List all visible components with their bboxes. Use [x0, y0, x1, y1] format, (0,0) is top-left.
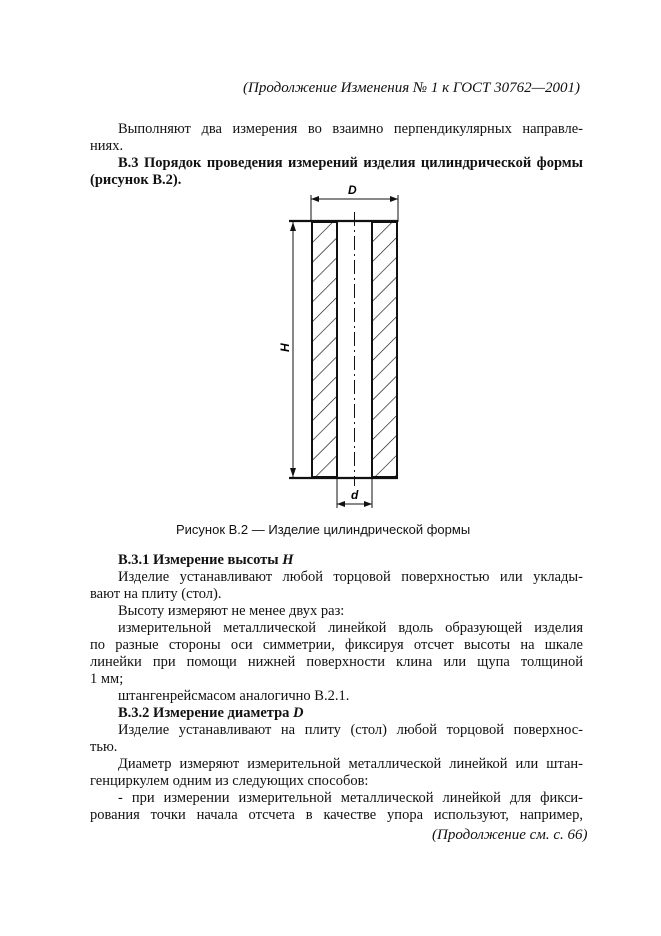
- section-b31-title: Измерение высоты: [153, 552, 279, 568]
- section-b3-heading-cont: (рисунок В.2).: [90, 172, 182, 188]
- page-header: (Продолжение Изменения № 1 к ГОСТ 30762—2001): [243, 80, 580, 96]
- section-b32-number: В.3.2: [118, 705, 150, 721]
- intro-line-1: Выполняют два измерения во взаимно перпендикулярных направле-: [118, 121, 583, 137]
- dimension-d-outer-arrow-left: [311, 196, 319, 202]
- b32-p1-line2: тью.: [90, 739, 118, 755]
- b31-p2: Высоту измеряют не менее двух раз:: [118, 603, 345, 619]
- b32-p2-line2: генциркулем одним из следующих способов:: [90, 773, 369, 789]
- label-D: D: [348, 183, 357, 197]
- intro-line-2: ниях.: [90, 138, 124, 154]
- b31-p3-line4: 1 мм;: [90, 671, 124, 687]
- right-wall-hatched: [372, 222, 397, 477]
- left-wall-hatched: [312, 222, 337, 477]
- dimension-d-inner-arrow-right: [364, 501, 372, 507]
- b31-p3-line3: линейки при помощи нижней поверхности клина или щупа толщиной: [90, 654, 583, 670]
- section-b3-heading: В.3 Порядок проведения измерений изделия цилиндрической формы: [118, 155, 583, 171]
- b32-p3-line2: рования точки начала отсчета в качестве упора используют, например,: [90, 807, 583, 823]
- section-b32-heading: [118, 705, 304, 722]
- dimension-d-inner-arrow-left: [337, 501, 345, 507]
- section-b31-heading: [118, 552, 294, 569]
- b31-p3-line2: по разные стороны оси симметрии, фиксируя отсчет высоты на шкале: [90, 637, 583, 653]
- dimension-h-arrow-top: [290, 222, 296, 231]
- b31-p3-line1: измерительной металлической линейкой вдоль образующей изделия: [118, 620, 583, 636]
- dimension-h-arrow-bottom: [290, 468, 296, 477]
- b32-p2-line1: Диаметр измеряют измерительной металлической линейкой или штан-: [118, 756, 583, 772]
- section-b31-number: В.3.1: [118, 552, 150, 568]
- section-b32-variable: D: [293, 705, 304, 721]
- b31-p1-line2: вают на плиту (стол).: [90, 586, 222, 602]
- b31-p1-line1: Изделие устанавливают любой торцовой поверхностью или уклады-: [118, 569, 583, 585]
- section-b32-title: Измерение диаметра: [153, 705, 290, 721]
- section-b31-variable: H: [282, 552, 294, 568]
- b32-p1-line1: Изделие устанавливают на плиту (стол) любой торцовой поверхнос-: [118, 722, 583, 738]
- dimension-d-outer-arrow-right: [390, 196, 398, 202]
- b31-p4: штангенрейсмасом аналогично В.2.1.: [118, 688, 350, 704]
- page-footer: (Продолжение см. с. 66): [432, 827, 588, 843]
- b32-p3-line1: - при измерении измерительной металлической линейкой для фикси-: [118, 790, 583, 806]
- figure-caption: Рисунок В.2 — Изделие цилиндрической формы: [176, 522, 471, 537]
- label-d: d: [351, 488, 359, 502]
- label-H: H: [278, 343, 292, 352]
